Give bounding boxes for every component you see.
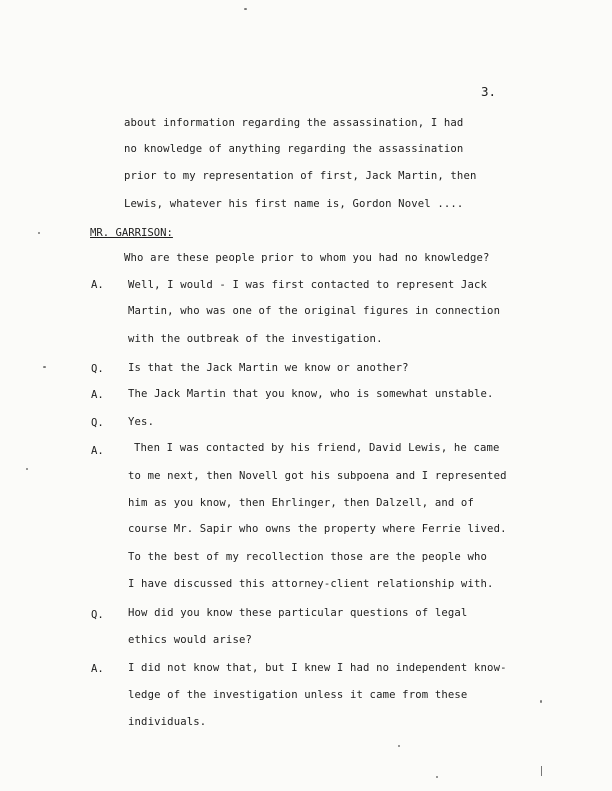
text-line: no knowledge of anything regarding the assassination	[124, 143, 464, 155]
answer-line: with the outbreak of the investigation.	[128, 333, 383, 345]
speaker-label: MR. GARRISON:	[90, 227, 173, 239]
question-line: Who are these people prior to whom you had no knowledge?	[124, 252, 490, 264]
scan-speck	[398, 745, 400, 747]
answer-label: A.	[91, 279, 104, 291]
answer-line: ledge of the investigation unless it came from these	[128, 689, 468, 701]
scan-speck	[540, 700, 542, 703]
answer-line: to me next, then Novell got his subpoena and I represented	[128, 470, 507, 482]
question-label: Q.	[91, 417, 104, 429]
answer-line: course Mr. Sapir who owns the property where Ferrie lived.	[128, 523, 507, 535]
text-line: prior to my representation of first, Jack Martin, then	[124, 170, 477, 182]
scan-speck	[436, 776, 438, 778]
text-line: about information regarding the assassination, I had	[124, 117, 464, 129]
scan-speck	[26, 468, 28, 470]
answer-line: The Jack Martin that you know, who is somewhat unstable.	[128, 388, 494, 400]
answer-label: A.	[91, 445, 104, 457]
answer-line: I did not know that, but I knew I had no independent know-	[128, 662, 507, 674]
scan-speck	[38, 232, 40, 234]
question-line: ethics would arise?	[128, 634, 253, 646]
question-line: How did you know these particular questions of legal	[128, 607, 468, 619]
answer-line: Then I was contacted by his friend, David Lewis, he came	[134, 442, 500, 454]
answer-label: A.	[91, 663, 104, 675]
question-label: Q.	[91, 609, 104, 621]
question-line: Is that the Jack Martin we know or another?	[128, 362, 409, 374]
question-line: Yes.	[128, 416, 155, 428]
answer-line: him as you know, then Ehrlinger, then Dalzell, and of	[128, 497, 474, 509]
scan-speck	[43, 366, 46, 368]
answer-line: I have discussed this attorney-client relationship with.	[128, 578, 494, 590]
answer-label: A.	[91, 389, 104, 401]
answer-line: Well, I would - I was first contacted to represent Jack	[128, 279, 488, 291]
scan-speck	[541, 766, 542, 776]
answer-line: individuals.	[128, 716, 207, 728]
text-line: Lewis, whatever his first name is, Gordon Novel ....	[124, 198, 464, 210]
question-label: Q.	[91, 363, 104, 375]
page-number: 3.	[481, 84, 497, 99]
answer-line: To the best of my recollection those are the people who	[128, 551, 488, 563]
answer-line: Martin, who was one of the original figures in connection	[128, 305, 501, 317]
scan-speck	[244, 8, 247, 10]
